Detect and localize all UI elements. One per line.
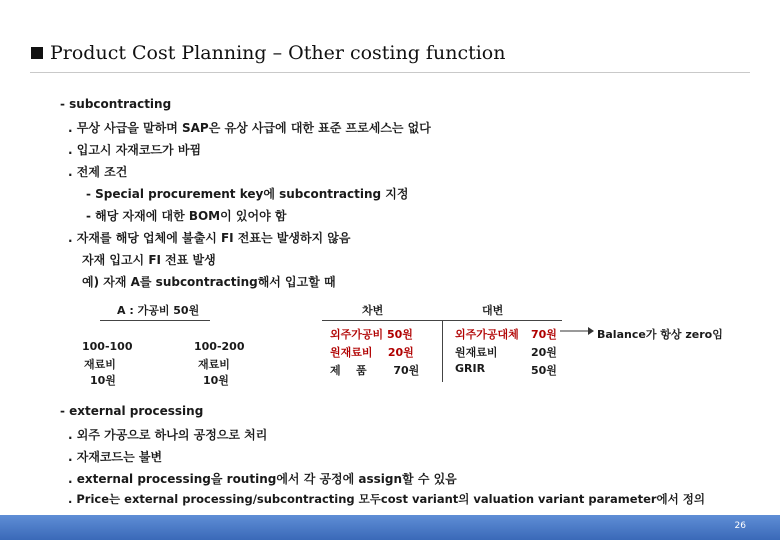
external-heading: - external processing bbox=[60, 404, 204, 418]
right-box-label: 재료비 bbox=[198, 358, 230, 371]
credit-line-3-amount: 50원 bbox=[531, 364, 557, 377]
page-title: Product Cost Planning – Other costing function bbox=[50, 42, 506, 64]
credit-line-3-label: GRIR bbox=[455, 362, 486, 375]
left-box-amount: 10원 bbox=[90, 374, 116, 387]
subcontracting-heading: - subcontracting bbox=[60, 97, 172, 111]
sub-line-1: . 무상 사급을 말하며 SAP은 유상 사급에 대한 표준 프로세스는 없다 bbox=[68, 121, 431, 135]
ext-line-4: . Price는 external processing/subcontracting 모두cost variant의 valuation variant parameter에서 정의 bbox=[68, 492, 705, 506]
debit-line-3: 제 품 70원 bbox=[330, 364, 420, 377]
sub-line-2: . 입고시 자재코드가 바뀜 bbox=[68, 143, 202, 157]
t-account-divider bbox=[442, 320, 443, 382]
credit-header: 대변 bbox=[482, 304, 504, 317]
arrow-right-icon bbox=[560, 325, 594, 337]
a-tree-line bbox=[100, 320, 210, 321]
credit-line-2-label: 원재료비 bbox=[455, 346, 498, 359]
ext-line-1: . 외주 가공으로 하나의 공정으로 처리 bbox=[68, 428, 268, 442]
sub-line-3: . 전제 조건 bbox=[68, 165, 128, 179]
left-box-code: 100-100 bbox=[82, 340, 133, 353]
example-header-a: A : 가공비 50원 bbox=[117, 304, 200, 317]
title-divider bbox=[30, 72, 750, 73]
ext-line-2: . 자재코드는 불변 bbox=[68, 450, 163, 464]
page-number: 26 bbox=[734, 521, 746, 531]
credit-line-2-amount: 20원 bbox=[531, 346, 557, 359]
debit-header: 차변 bbox=[362, 304, 384, 317]
credit-line-1-amount: 70원 bbox=[531, 328, 557, 341]
footer-bar bbox=[0, 515, 780, 540]
sub-line-8: 예) 자재 A를 subcontracting해서 입고할 때 bbox=[82, 275, 336, 289]
sub-line-4: - Special procurement key에 subcontracting 지정 bbox=[86, 187, 409, 201]
ext-line-3: . external processing을 routing에서 각 공정에 assign할 수 있음 bbox=[68, 472, 457, 486]
sub-line-6: . 자재를 해당 업체에 불출시 FI 전표는 발생하지 않음 bbox=[68, 231, 351, 245]
sub-line-5: - 해당 자재에 대한 BOM이 있어야 함 bbox=[86, 209, 287, 223]
right-box-code: 100-200 bbox=[194, 340, 245, 353]
title-bullet-icon bbox=[31, 47, 43, 59]
credit-line-1-label: 외주가공대체 bbox=[455, 328, 519, 341]
debit-line-1: 외주가공비 50원 bbox=[330, 328, 413, 341]
balance-note: Balance가 항상 zero임 bbox=[597, 328, 723, 341]
right-box-amount: 10원 bbox=[203, 374, 229, 387]
debit-line-2: 원재료비 20원 bbox=[330, 346, 414, 359]
left-box-label: 재료비 bbox=[84, 358, 116, 371]
sub-line-7: 자재 입고시 FI 전표 발생 bbox=[82, 253, 216, 267]
